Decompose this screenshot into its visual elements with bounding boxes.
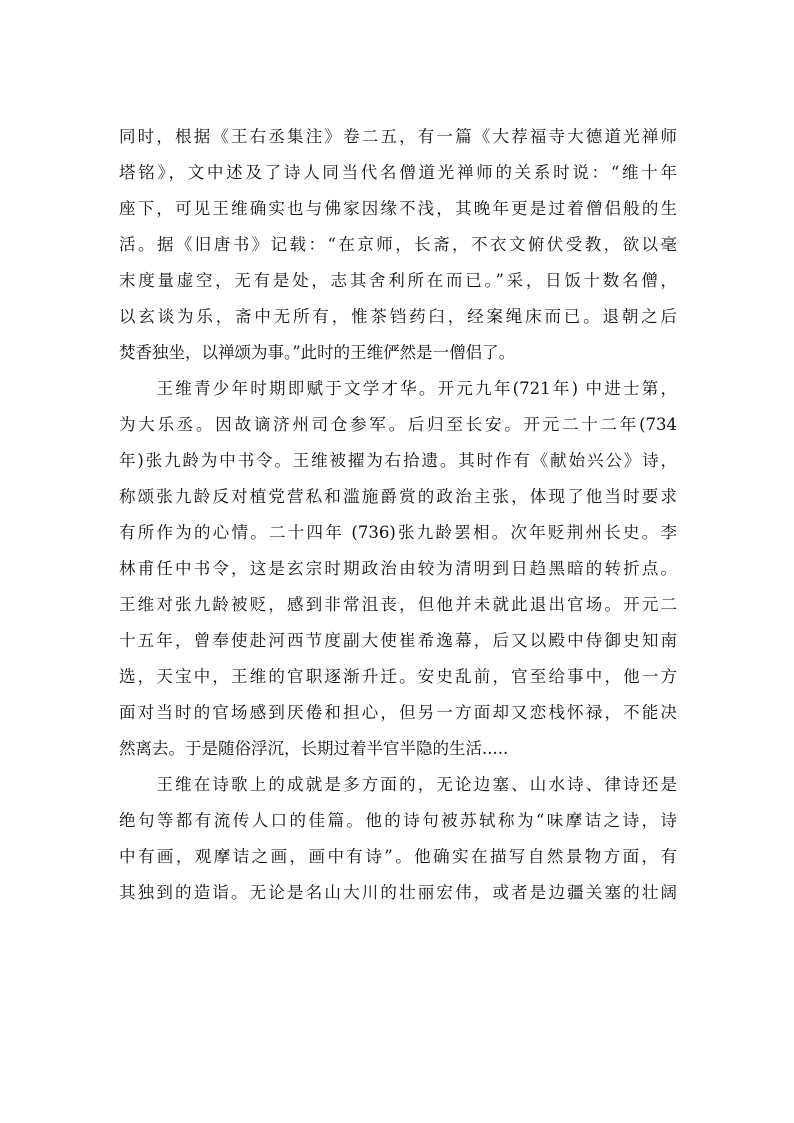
text-line: 塔铭》，文中述及了诗人同当代名僧道光禅师的关系时说：“维十年 bbox=[119, 163, 677, 182]
text-line: 为大乐丞。因故谪济州司仓参军。后归至长安。开元二十二年(734 bbox=[119, 415, 677, 434]
paragraph-2 bbox=[119, 371, 677, 767]
text-line: 十五年，曾奉使赴河西节度副大使崔希逸幕，后又以殿中侍御史知南 bbox=[119, 631, 677, 650]
text-line: 王维在诗歌上的成就是多方面的，无论边塞、山水诗、律诗还是 bbox=[119, 775, 677, 794]
document-page bbox=[119, 119, 677, 911]
text-line: 同时，根据《王右丞集注》卷二五，有一篇《大荐福寺大德道光禅师 bbox=[119, 127, 677, 146]
text-line: 王维对张九龄被贬，感到非常沮丧，但他并未就此退出官场。开元二 bbox=[119, 595, 677, 614]
text-line: 活。据《旧唐书》记载：“在京师，长斋，不衣文俯伏受教，欲以毫 bbox=[119, 235, 677, 254]
text-line: 以玄谈为乐，斋中无所有，惟茶铛药臼，经案绳床而已。退朝之后 bbox=[119, 307, 677, 326]
text-line: 年)张九龄为中书令。王维被擢为右拾遗。其时作有《献始兴公》诗， bbox=[119, 451, 677, 470]
paragraph-3 bbox=[119, 767, 677, 911]
text-line: 末度量虚空，无有是处，志其舍利所在而已。”采，日饭十数名僧， bbox=[119, 271, 677, 290]
text-line: 选，天宝中，王维的官职逐渐升迁。安史乱前，官至给事中，他一方 bbox=[119, 667, 677, 686]
text-line: 林甫任中书令，这是玄宗时期政治由较为清明到日趋黑暗的转折点。 bbox=[119, 559, 677, 578]
text-line: 其独到的造诣。无论是名山大川的壮丽宏伟，或者是边疆关塞的壮阔 bbox=[119, 883, 677, 902]
text-line: 面对当时的官场感到厌倦和担心，但另一方面却又恋栈怀禄，不能决 bbox=[119, 703, 677, 722]
text-line: 座下，可见王维确实也与佛家因缘不浅，其晚年更是过着僧侣般的生 bbox=[119, 199, 677, 218]
paragraph-1 bbox=[119, 119, 677, 371]
text-line: 有所作为的心情。二十四年 (736)张九龄罢相。次年贬荆州长史。李 bbox=[119, 523, 677, 542]
text-line: 绝句等都有流传人口的佳篇。他的诗句被苏轼称为“味摩诘之诗，诗 bbox=[119, 811, 677, 830]
text-line: 称颂张九龄反对植党营私和滥施爵赏的政治主张，体现了他当时要求 bbox=[119, 487, 677, 506]
text-line: 王维青少年时期即赋于文学才华。开元九年(721年) 中进士第， bbox=[119, 379, 677, 398]
text-line: 中有画，观摩诘之画，画中有诗”。他确实在描写自然景物方面，有 bbox=[119, 847, 677, 866]
text-line: 焚香独坐，以禅颂为事。”此时的王维俨然是一僧侣了。 bbox=[119, 343, 516, 362]
text-line: 然离去。于是随俗浮沉，长期过着半官半隐的生活..... bbox=[119, 739, 509, 758]
